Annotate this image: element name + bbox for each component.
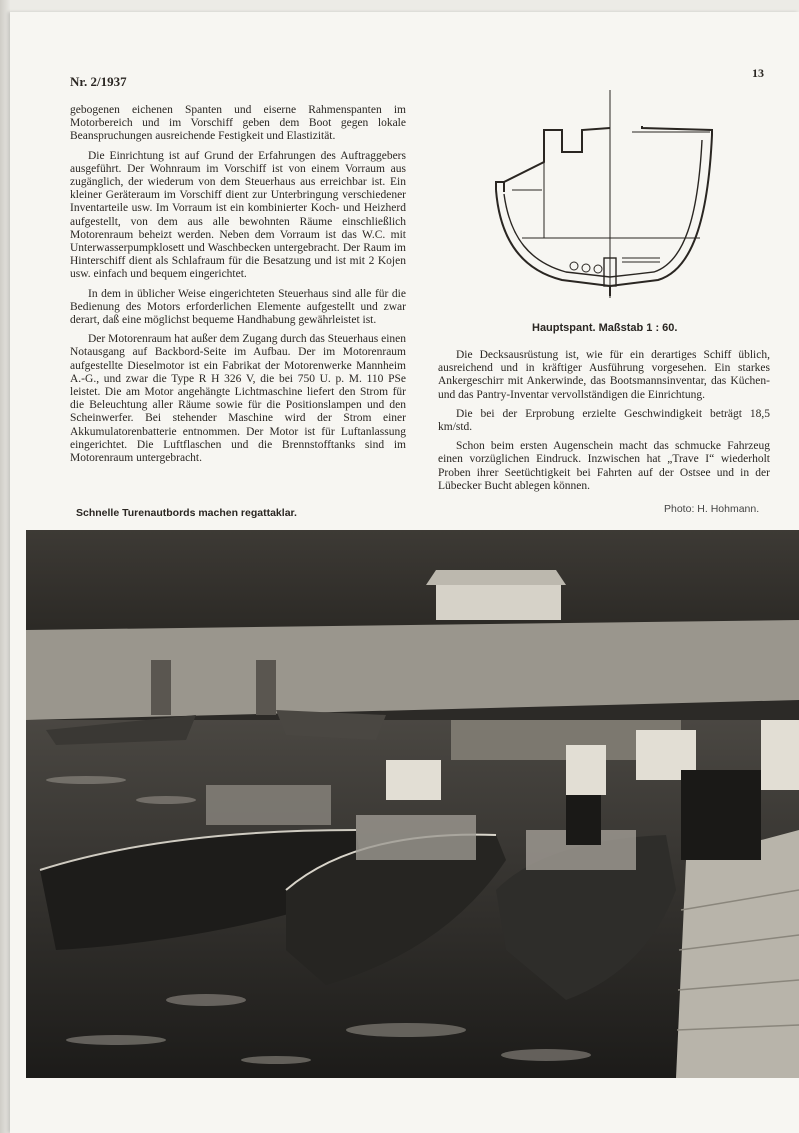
paragraph: Schon beim ersten Augenschein macht das schmucke Fahrzeug einen vorzüglichen Eindruck. Inzwischen hat „Trave I“ wiederholt Proben ihrer Seetüchtigkeit bei Fahrten auf der Ostsee und in der Lübecker Bucht ablegen können. — [438, 440, 770, 492]
paragraph: Die bei der Erprobung erzielte Geschwindigkeit beträgt 18,5 km/std. — [438, 407, 770, 434]
issue-number: Nr. 2/1937 — [70, 74, 127, 89]
paragraph: gebogenen eichenen Spanten und eiserne Rahmenspanten im Motorbereich und im Vorschiff geben dem Boot gegen lokale Beanspruchungen ausreichende Festigkeit und Elastizität. — [70, 104, 406, 143]
paragraph: Die Decksausrüstung ist, wie für ein derartiges Schiff üblich, ausreichend und in kräftiger Ausführung vorgesehen. Ein starkes Ankergeschirr mit Ankerwinde, das Bootsmannsinventar, das Küchen- und das Pantry-Inventar vervollständigen die Einrichtung. — [438, 349, 770, 401]
figure-caption: Hauptspant. Maßstab 1 : 60. — [532, 322, 678, 334]
left-text-column — [70, 104, 406, 471]
harbor-photo — [26, 530, 799, 1078]
hull-section-svg — [482, 90, 722, 300]
hull-section-drawing — [482, 90, 722, 300]
photo-caption: Schnelle Turenautbords machen regattaklar. — [76, 507, 297, 519]
page-number: 13 — [752, 66, 764, 80]
paragraph: In dem in üblicher Weise eingerichteten Steuerhaus sind alle für die Bedienung des Motors erforderlichen Elemente aufgestellt und zwar derart, daß eine möglichst bequeme Handhabung gewährleistet ist. — [70, 287, 406, 327]
page-binding-edge — [0, 0, 10, 1133]
harbor-photo-svg — [26, 530, 799, 1078]
photo-credit: Photo: H. Hohmann. — [664, 503, 760, 515]
right-text-column — [438, 349, 770, 499]
paragraph: Der Motorenraum hat außer dem Zugang durch das Steuerhaus einen Notausgang auf Backbord-Seite im Aufbau. Der im Motorenraum aufgestellte Dieselmotor ist ein Fabrikat der Motorenwerke Mannheim A.-G., und zwar die Type R H 326 V, die bei 750 U. p. M. 110 PSe leistet. Die am Motor angehängte Lichtmaschine liefert den Strom für die Beleuchtung aller Räume sowie für die Positionslampen und den Scheinwerfer. Bei stehender Maschine wird der Strom einer Akkumulatorenbatterie entnommen. Der Motor ist für Luftanlassung eingerichtet. Die Luftflaschen und die Brennstofftanks sind im Motorenraum untergebracht. — [70, 333, 406, 465]
paragraph: Die Einrichtung ist auf Grund der Erfahrungen des Auftraggebers ausgeführt. Der Wohnraum im Vorschiff ist von einem Vorraum aus zugänglich, der wiederum von dem Steuerhaus aus erreichbar ist. Ein kleiner Geräteraum im Vorschiff dient zur Unterbringung verschiedener Inventarteile usw. Im Vorraum ist ein kombinierter Koch- und Heizherd aufgestellt, von dem aus alle bewohnten Räume einschließlich Motorenraum beheizt werden. Neben dem Vorraum ist das W.C. mit Unterwasserpumpklosett und Waschbecken untergebracht. Der Raum im Hinterschiff dient als Schlafraum für die Besatzung und ist mit 2 Kojen usw. einfach und bequem eingerichtet. — [70, 149, 406, 281]
